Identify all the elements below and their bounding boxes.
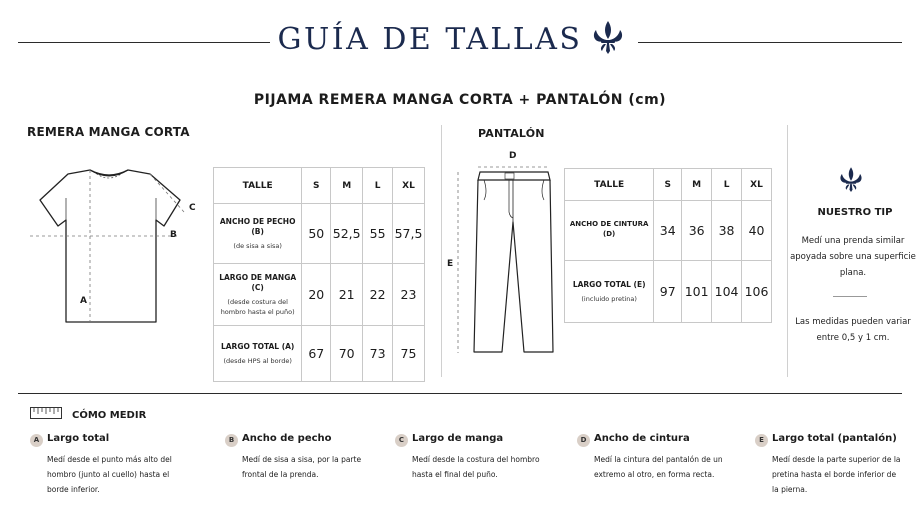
row-label: ANCHO DE CINTURA (D)	[569, 220, 649, 238]
table-header-row	[214, 168, 425, 204]
table-cell: 52,5	[331, 204, 363, 264]
table-header-cell: TALLE	[565, 169, 654, 201]
table-cell: 104	[712, 261, 742, 323]
step-badge: E	[755, 434, 768, 447]
table-cell: 55	[363, 204, 393, 264]
step-title: Ancho de pecho	[242, 433, 332, 444]
table-header-cell: M	[331, 168, 363, 204]
table-cell: 101	[682, 261, 712, 323]
row-label-cell	[565, 201, 654, 261]
table-header-cell: XL	[742, 169, 772, 201]
step-badge: A	[30, 434, 43, 447]
step-text: Medí de sisa a sisa, por la parte frontal de la prenda.	[242, 455, 362, 479]
step-title: Largo total (pantalón)	[772, 433, 897, 444]
row-label: LARGO TOTAL (A)	[220, 341, 295, 351]
footer-rule	[18, 393, 902, 394]
tip-divider	[833, 296, 867, 297]
table-row	[565, 201, 772, 261]
tip-text-secondary: Las medidas pueden variar entre 0,5 y 1 cm.	[795, 317, 911, 343]
step-text: Medí la cintura del pantalón de un extremo al otro, en forma recta.	[594, 455, 723, 479]
row-sublabel: (desde costura del hombro hasta el puño)	[220, 297, 295, 316]
table-header-row	[565, 169, 772, 201]
table-cell: 23	[393, 264, 425, 326]
row-label-cell	[565, 261, 654, 323]
pants-diagram	[450, 160, 565, 360]
row-sublabel: (desde HPS al borde)	[223, 356, 292, 365]
table-header-cell: M	[682, 169, 712, 201]
table-cell: 34	[654, 201, 682, 261]
step-title: Largo de manga	[412, 433, 504, 444]
table-cell: 57,5	[393, 204, 425, 264]
tip-text-primary: Medí una prenda similar apoyada sobre una superficie plana.	[790, 236, 916, 278]
row-label: LARGO TOTAL (E)	[572, 279, 646, 289]
header-rule-left	[18, 42, 270, 43]
table-row	[214, 204, 425, 264]
step-badge: B	[225, 434, 238, 447]
how-to-title: CÓMO MEDIR	[72, 410, 147, 421]
table-cell: 38	[712, 201, 742, 261]
pants-section-title: PANTALÓN	[478, 127, 545, 140]
table-row	[565, 261, 772, 323]
table-header-cell: TALLE	[214, 168, 302, 204]
table-header-cell: S	[654, 169, 682, 201]
step-badge: D	[577, 434, 590, 447]
row-label-cell	[214, 264, 302, 326]
page-title: GUÍA DE TALLAS	[277, 22, 583, 57]
table-cell: 22	[363, 264, 393, 326]
table-header-cell: L	[712, 169, 742, 201]
table-header-cell: S	[302, 168, 331, 204]
step-text: Medí desde el punto más alto del hombro (junto al cuello) hasta el borde inferior.	[47, 455, 172, 494]
table-header-cell: XL	[393, 168, 425, 204]
step-title: Ancho de cintura	[594, 433, 690, 444]
shirt-label-c: C	[189, 203, 196, 213]
table-row	[214, 326, 425, 382]
tip-title: NUESTRO TIP	[817, 207, 893, 218]
header-rule-right	[638, 42, 902, 43]
row-label-cell	[214, 204, 302, 264]
table-cell: 75	[393, 326, 425, 382]
shirt-size-table	[213, 167, 425, 382]
step-title: Largo total	[47, 433, 110, 444]
shirt-label-b: B	[170, 230, 177, 240]
page-subtitle: PIJAMA REMERA MANGA CORTA + PANTALÓN (cm)	[253, 92, 667, 108]
row-sublabel: (de sisa a sisa)	[233, 241, 282, 250]
table-cell: 97	[654, 261, 682, 323]
table-cell: 21	[331, 264, 363, 326]
table-cell: 20	[302, 264, 331, 326]
ruler-icon	[30, 407, 62, 419]
table-cell: 70	[331, 326, 363, 382]
table-cell: 36	[682, 201, 712, 261]
tshirt-diagram	[30, 168, 205, 328]
row-label-cell	[214, 326, 302, 382]
table-cell: 50	[302, 204, 331, 264]
fleur-de-lis-icon	[836, 165, 866, 195]
pants-size-table	[564, 168, 772, 323]
section-divider	[441, 125, 442, 377]
row-sublabel: (incluido pretina)	[581, 294, 637, 303]
table-header-cell: L	[363, 168, 393, 204]
shirt-label-a: A	[80, 296, 87, 306]
table-cell: 73	[363, 326, 393, 382]
step-text: Medí desde la costura del hombro hasta el final del puño.	[412, 455, 540, 479]
step-text: Medí desde la parte superior de la pretina hasta el borde inferior de la pierna.	[772, 455, 901, 494]
row-label: ANCHO DE PECHO (B)	[219, 216, 296, 236]
step-badge: C	[395, 434, 408, 447]
row-label: LARGO DE MANGA (C)	[219, 272, 297, 292]
table-cell: 67	[302, 326, 331, 382]
table-row	[214, 264, 425, 326]
pants-label-d: D	[509, 151, 517, 161]
pants-label-e: E	[447, 259, 454, 269]
shirt-section-title: REMERA MANGA CORTA	[27, 125, 190, 139]
fleur-de-lis-icon	[588, 18, 628, 58]
table-cell: 40	[742, 201, 772, 261]
table-cell: 106	[742, 261, 772, 323]
